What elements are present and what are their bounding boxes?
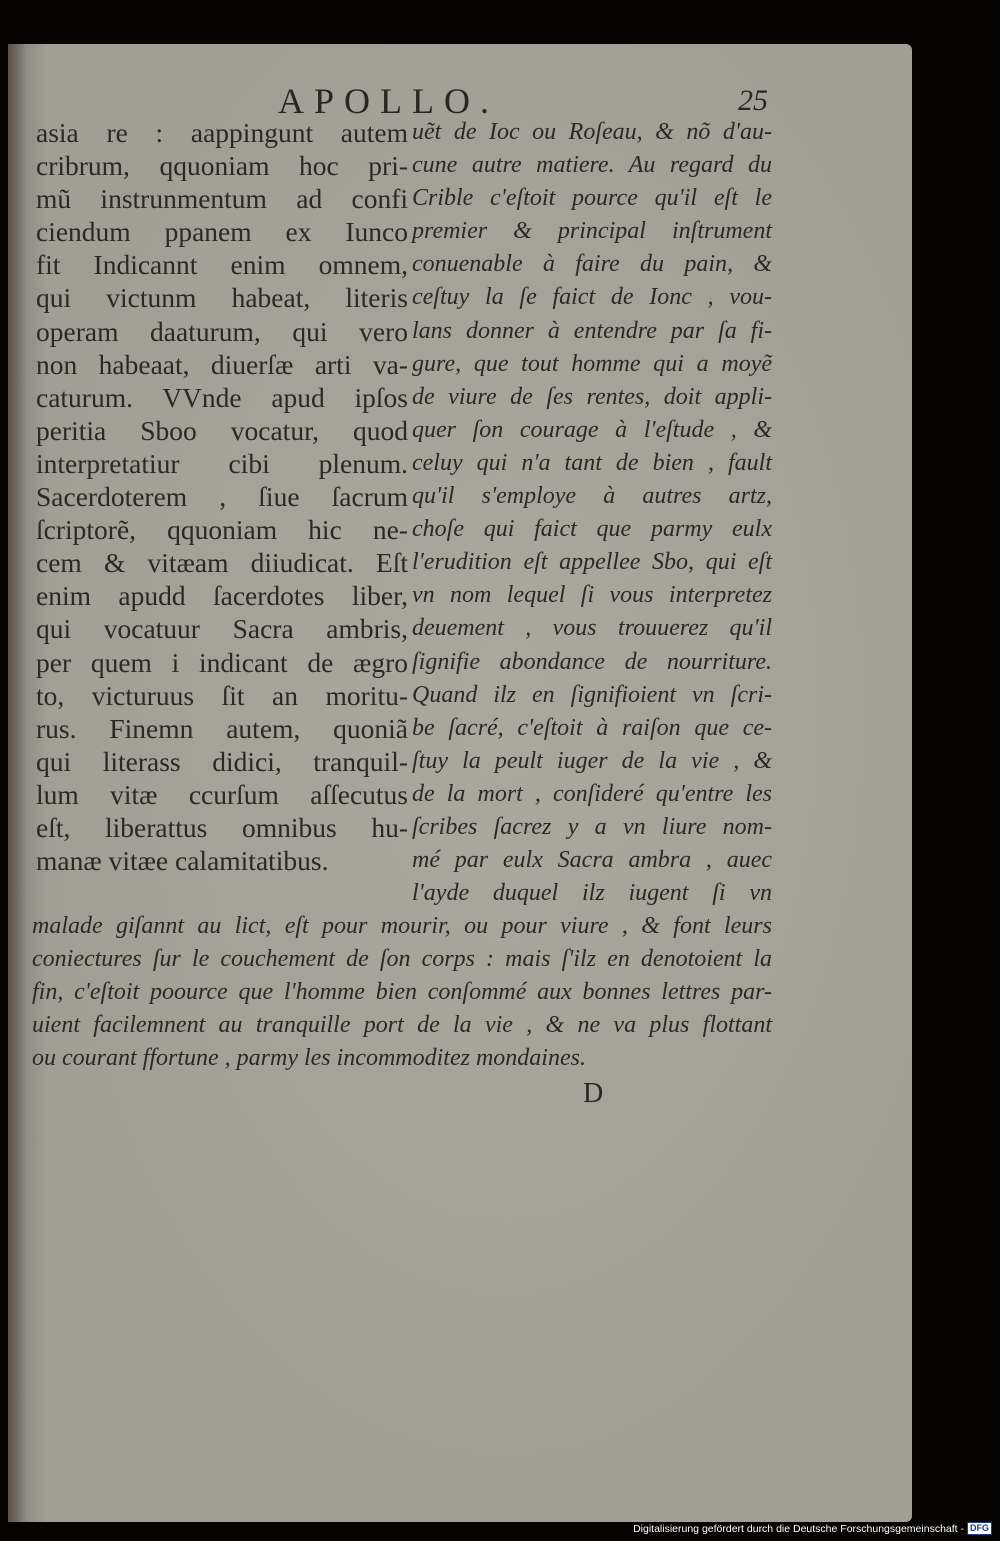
text-line: premier & principal inſtrument	[412, 218, 772, 245]
text-line: be ſacré, c'eſtoit à raiſon que ce-	[412, 714, 772, 741]
text-line: Quand ilz en ſignifioient vn ſcri-	[412, 681, 772, 708]
text-line: to, victuruus ſit an moritu-	[36, 679, 408, 711]
text-line: Sacerdoterem , ſiue ſacrum	[36, 481, 408, 513]
text-line: lans donner à entendre par ſa fi-	[412, 317, 772, 344]
text-line: ſignifie abondance de nourriture.	[412, 648, 772, 675]
french-text-column	[412, 116, 772, 910]
text-line: interpretatiur cibi plenum.	[36, 447, 408, 479]
footer-text: Digitalisierung gefördert durch die Deutsche Forschungsgemeinschaft -	[633, 1522, 964, 1535]
text-line: deuement , vous trouuerez qu'il	[412, 615, 772, 642]
text-line: cribrum, qquoniam hoc pri-	[36, 150, 408, 182]
text-line: qu'il s'employe à autres artz,	[412, 483, 772, 510]
text-line: rus. Finemn autem, quoniã	[36, 712, 408, 744]
funding-footer	[633, 1522, 992, 1535]
text-line: cune autre matiere. Au regard du	[412, 152, 772, 179]
page-number: 25	[738, 84, 768, 117]
text-line: non habeaat, diuerſæ arti va-	[36, 348, 408, 380]
text-line: per quem i indicant de ægro	[36, 646, 408, 678]
text-line: malade giſannt au lict, eſt pour mourir, ou pour viure , & font leurs	[32, 913, 772, 939]
text-line: lum vitæ ccurſum aſſecutus	[36, 778, 408, 810]
text-line: enim apudd ſacerdotes liber,	[36, 580, 408, 612]
text-line: ciendum ppanem ex Iunco	[36, 216, 408, 248]
running-head: APOLLO.	[278, 81, 499, 121]
text-line: gure, que tout homme qui a moyẽ	[412, 350, 772, 377]
text-line: operam daaturum, qui vero	[36, 315, 408, 347]
text-line: manæ vitæe calamitatibus.	[36, 845, 329, 877]
text-line: uient facilemnent au tranquille port de la vie , & ne va plus flottant	[32, 1012, 772, 1039]
text-line: ſcriptorẽ, qquoniam hic ne-	[36, 514, 408, 546]
text-line: de la mort , conſideré qu'entre les	[412, 780, 772, 807]
text-line: conuenable à faire du pain, &	[412, 251, 772, 278]
text-line: Crible c'eſtoit pource qu'il eſt le	[412, 185, 772, 212]
text-line: mũ instrunmentum ad confi	[36, 183, 408, 215]
text-line: qui literass didici, tranquil-	[36, 745, 408, 777]
text-line: caturum. VVnde apud ipſos	[36, 381, 408, 413]
text-line: peritia Sboo vocatur, quod	[36, 414, 408, 446]
dfg-logo: DFG	[967, 1522, 992, 1535]
text-line: choſe qui faict que parmy eulx	[412, 516, 772, 543]
text-line: asia re : aappingunt autem	[36, 117, 408, 148]
text-line: ou courant ffortune , parmy les incommoditez mondaines.	[32, 1045, 586, 1072]
text-line: ſcribes ſacrez y a vn liure nom-	[412, 813, 772, 840]
text-line: cem & vitæam diiudicat. Eſt	[36, 547, 408, 579]
text-line: mé par eulx Sacra ambra , auec	[412, 847, 772, 874]
text-line: eſt, liberattus omnibus hu-	[36, 811, 408, 843]
text-line: de viure de ſes rentes, doit appli-	[412, 383, 772, 410]
text-line: fin, c'eſtoit poource que l'homme bien conſommé aux bonnes lettres par-	[32, 979, 772, 1006]
text-line: l'erudition eſt appellee Sbo, qui eſt	[412, 549, 772, 576]
page-gutter-shadow	[8, 44, 26, 1522]
text-line: vn nom lequel ſi vous interpretez	[412, 582, 772, 609]
text-line: qui vocatuur Sacra ambris,	[36, 613, 408, 645]
text-line: fit Indicannt enim omnem,	[36, 249, 408, 281]
text-line: quer ſon courage à l'eſtude , &	[412, 416, 772, 443]
text-line: l'ayde duquel ilz iugent ſi vn	[412, 880, 772, 907]
signature-mark: D	[583, 1078, 604, 1109]
latin-text-column	[36, 116, 408, 877]
text-line: celuy qui n'a tant de bien , fault	[412, 449, 772, 476]
book-page	[8, 44, 912, 1522]
french-text-full-width	[32, 910, 772, 1075]
text-line: qui victunm habeat, literis	[36, 282, 408, 314]
text-line: uẽt de Ioc ou Roſeau, & nõ d'au-	[412, 119, 772, 145]
text-line: ceſtuy la ſe faict de Ionc , vou-	[412, 284, 772, 311]
text-line: coniectures ſur le couchement de ſon corps : mais ſ'ilz en denotoient la	[32, 946, 772, 973]
text-line: ſtuy la peult iuger de la vie , &	[412, 747, 772, 774]
